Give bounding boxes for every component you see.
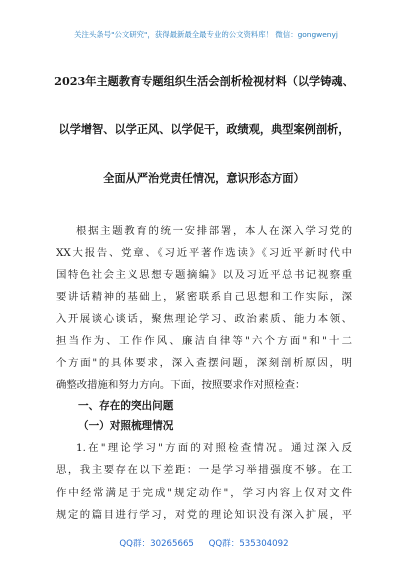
body-line: 规定的篇目进行学习，对党的理论知识没有深入扩展，平 [56, 509, 352, 521]
footer-qq-group-2: QQ群：535304092 [208, 539, 289, 549]
header-banner: 关注头条号"公文研究"，获得最新最全最专业的公文资料库！ 微信：gongwenyj [74, 30, 338, 39]
footer-contacts [0, 537, 408, 549]
title-line-3: 全面从严治党责任情况，意识形态方面） [103, 171, 305, 185]
footer-qq-group-1: QQ群：30265665 [119, 539, 194, 549]
body-line: 1.在"理论学习"方面的对照检查情况。通过深入反 [76, 442, 352, 454]
intro-line: 要讲话精神的基础上，紧密联系自己思想和工作实际，深 [56, 291, 352, 303]
intro-line: 国特色社会主义思想专题摘编》以及习近平总书记视察重 [56, 269, 352, 281]
intro-line: 入开展谈心谈话，聚焦理论学习、政治素质、能力本领、 [56, 313, 352, 325]
title-line-1: 2023年主题教育专题组织生活会剖析检视材料（以学铸魂、 [54, 74, 354, 88]
section-heading: 一、存在的突出问题 [78, 400, 174, 412]
intro-line: XX大报告、党章、《习近平著作选读》《习近平新时代中 [56, 247, 352, 259]
intro-line: 根据主题教育的统一安排部署，本人在深入学习党的 [76, 225, 352, 237]
body-line: 作中经常满足于完成"规定动作"，学习内容上仅对文件 [56, 487, 352, 499]
subsection-heading: （一）对照梳理情况 [78, 420, 174, 432]
intro-line: 确整改措施和努力方向。下面，按照要求作对照检查： [56, 379, 306, 391]
intro-line: 担当作为、工作作风、廉洁自律等"六个方面"和"十二 [56, 335, 352, 347]
title-line-2: 以学增智、以学正风、以学促干，政绩观，典型案例剖析， [58, 122, 350, 136]
body-line: 思，我主要存在以下差距：一是学习举措强度不够。在工 [56, 464, 352, 476]
intro-line: 个方面"的具体要求，深入查摆问题，深刻剖析原因，明 [56, 357, 352, 369]
